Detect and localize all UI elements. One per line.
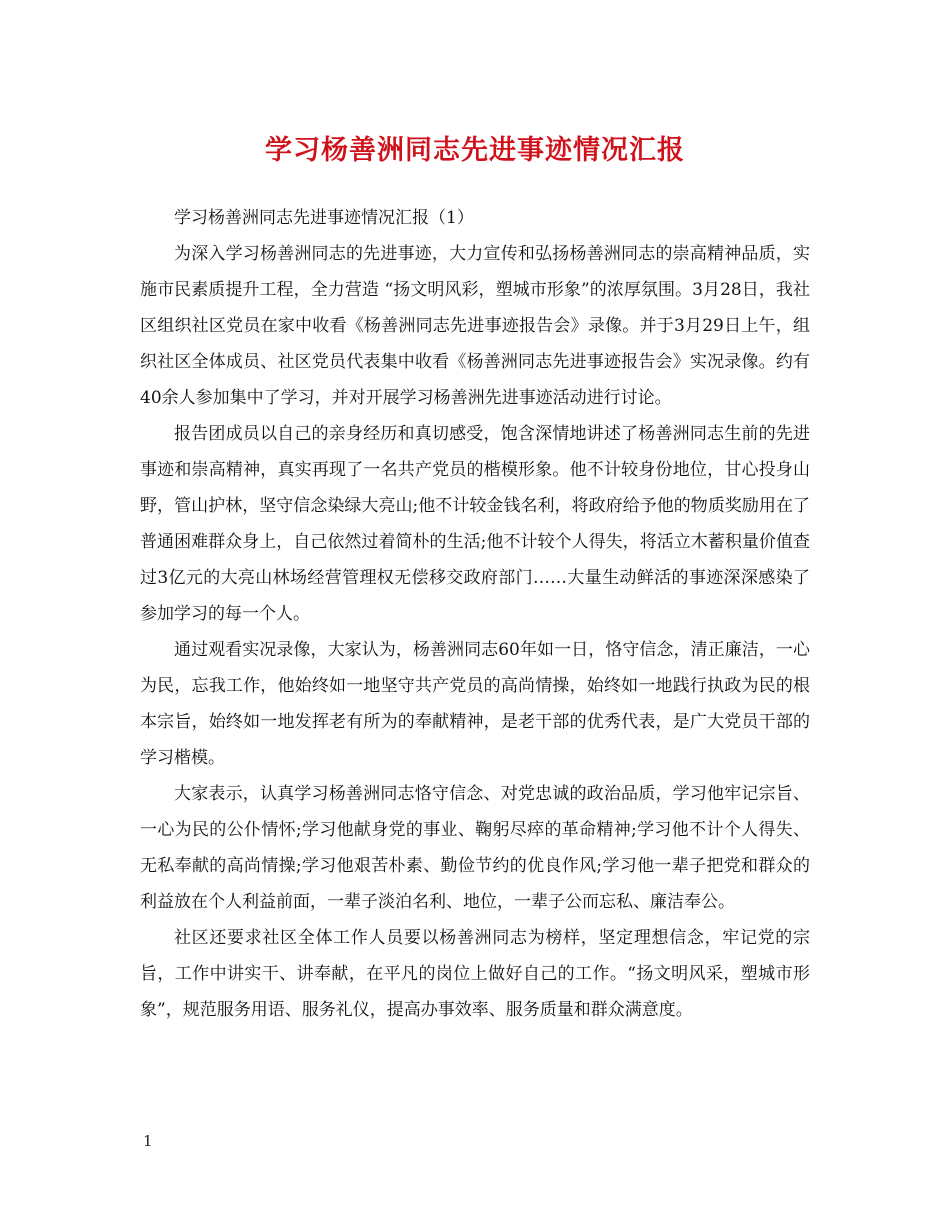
paragraph-5: 社区还要求社区全体工作人员要以杨善洲同志为榜样，坚定理想信念，牢记党的宗旨，工作中讲实干、讲奉献，在平凡的岗位上做好自己的工作。“扬文明风采，塑城市形象”，规范服务用语、服务礼仪，提高办事效率、服务质量和群众满意度。 [140,928,810,1020]
paragraph-3: 通过观看实况录像，大家认为，杨善洲同志60年如一日，恪守信念，清正廉洁，一心为民，忘我工作，他始终如一地坚守共产党员的高尚情操，始终如一地践行执政为民的根本宗旨，始终如一地发挥老有所为的奉献精神，是老干部的优秀代表，是广大党员干部的学习楷模。 [140,640,810,768]
document-body [140,200,810,1028]
page-number: 1 [143,1132,153,1150]
paragraph-1: 为深入学习杨善洲同志的先进事迹，大力宣传和弘扬杨善洲同志的崇高精神品质，实施市民素质提升工程，全力营造 “扬文明风彩，塑城市形象”的浓厚氛围。3月28日，我社区组织社区党员在家中收看《杨善洲同志先进事迹报告会》录像。并于3月29日上午，组织社区全体成员、社区党员代表集中收看《杨善洲同志先进事迹报告会》实况录像。约有40余人参加集中了学习，并对开展学习杨善洲先进事迹活动进行讨论。 [140,244,810,408]
paragraph-2: 报告团成员以自己的亲身经历和真切感受，饱含深情地讲述了杨善洲同志生前的先进事迹和崇高精神，真实再现了一名共产党员的楷模形象。他不计较身份地位，甘心投身山野，管山护林，坚守信念染绿大亮山;他不计较金钱名利，将政府给予他的物质奖励用在了普通困难群众身上，自己依然过着简朴的生活;他不计较个人得失，将活立木蓄积量价值查过3亿元的大亮山林场经营管理权无偿移交政府部门……大量生动鲜活的事迹深深感染了参加学习的每一个人。 [140,424,810,624]
paragraph-4: 大家表示，认真学习杨善洲同志恪守信念、对党忠诚的政治品质，学习他牢记宗旨、一心为民的公仆情怀;学习他献身党的事业、鞠躬尽瘁的革命精神;学习他不计个人得失、无私奉献的高尚情操;学习他艰苦朴素、勤俭节约的优良作风;学习他一辈子把党和群众的利益放在个人利益前面，一辈子淡泊名利、地位，一辈子公而忘私、廉洁奉公。 [140,784,810,912]
document-title: 学习杨善洲同志先进事迹情况汇报 [265,135,685,166]
document-subtitle: 学习杨善洲同志先进事迹情况汇报（1） [174,208,474,228]
